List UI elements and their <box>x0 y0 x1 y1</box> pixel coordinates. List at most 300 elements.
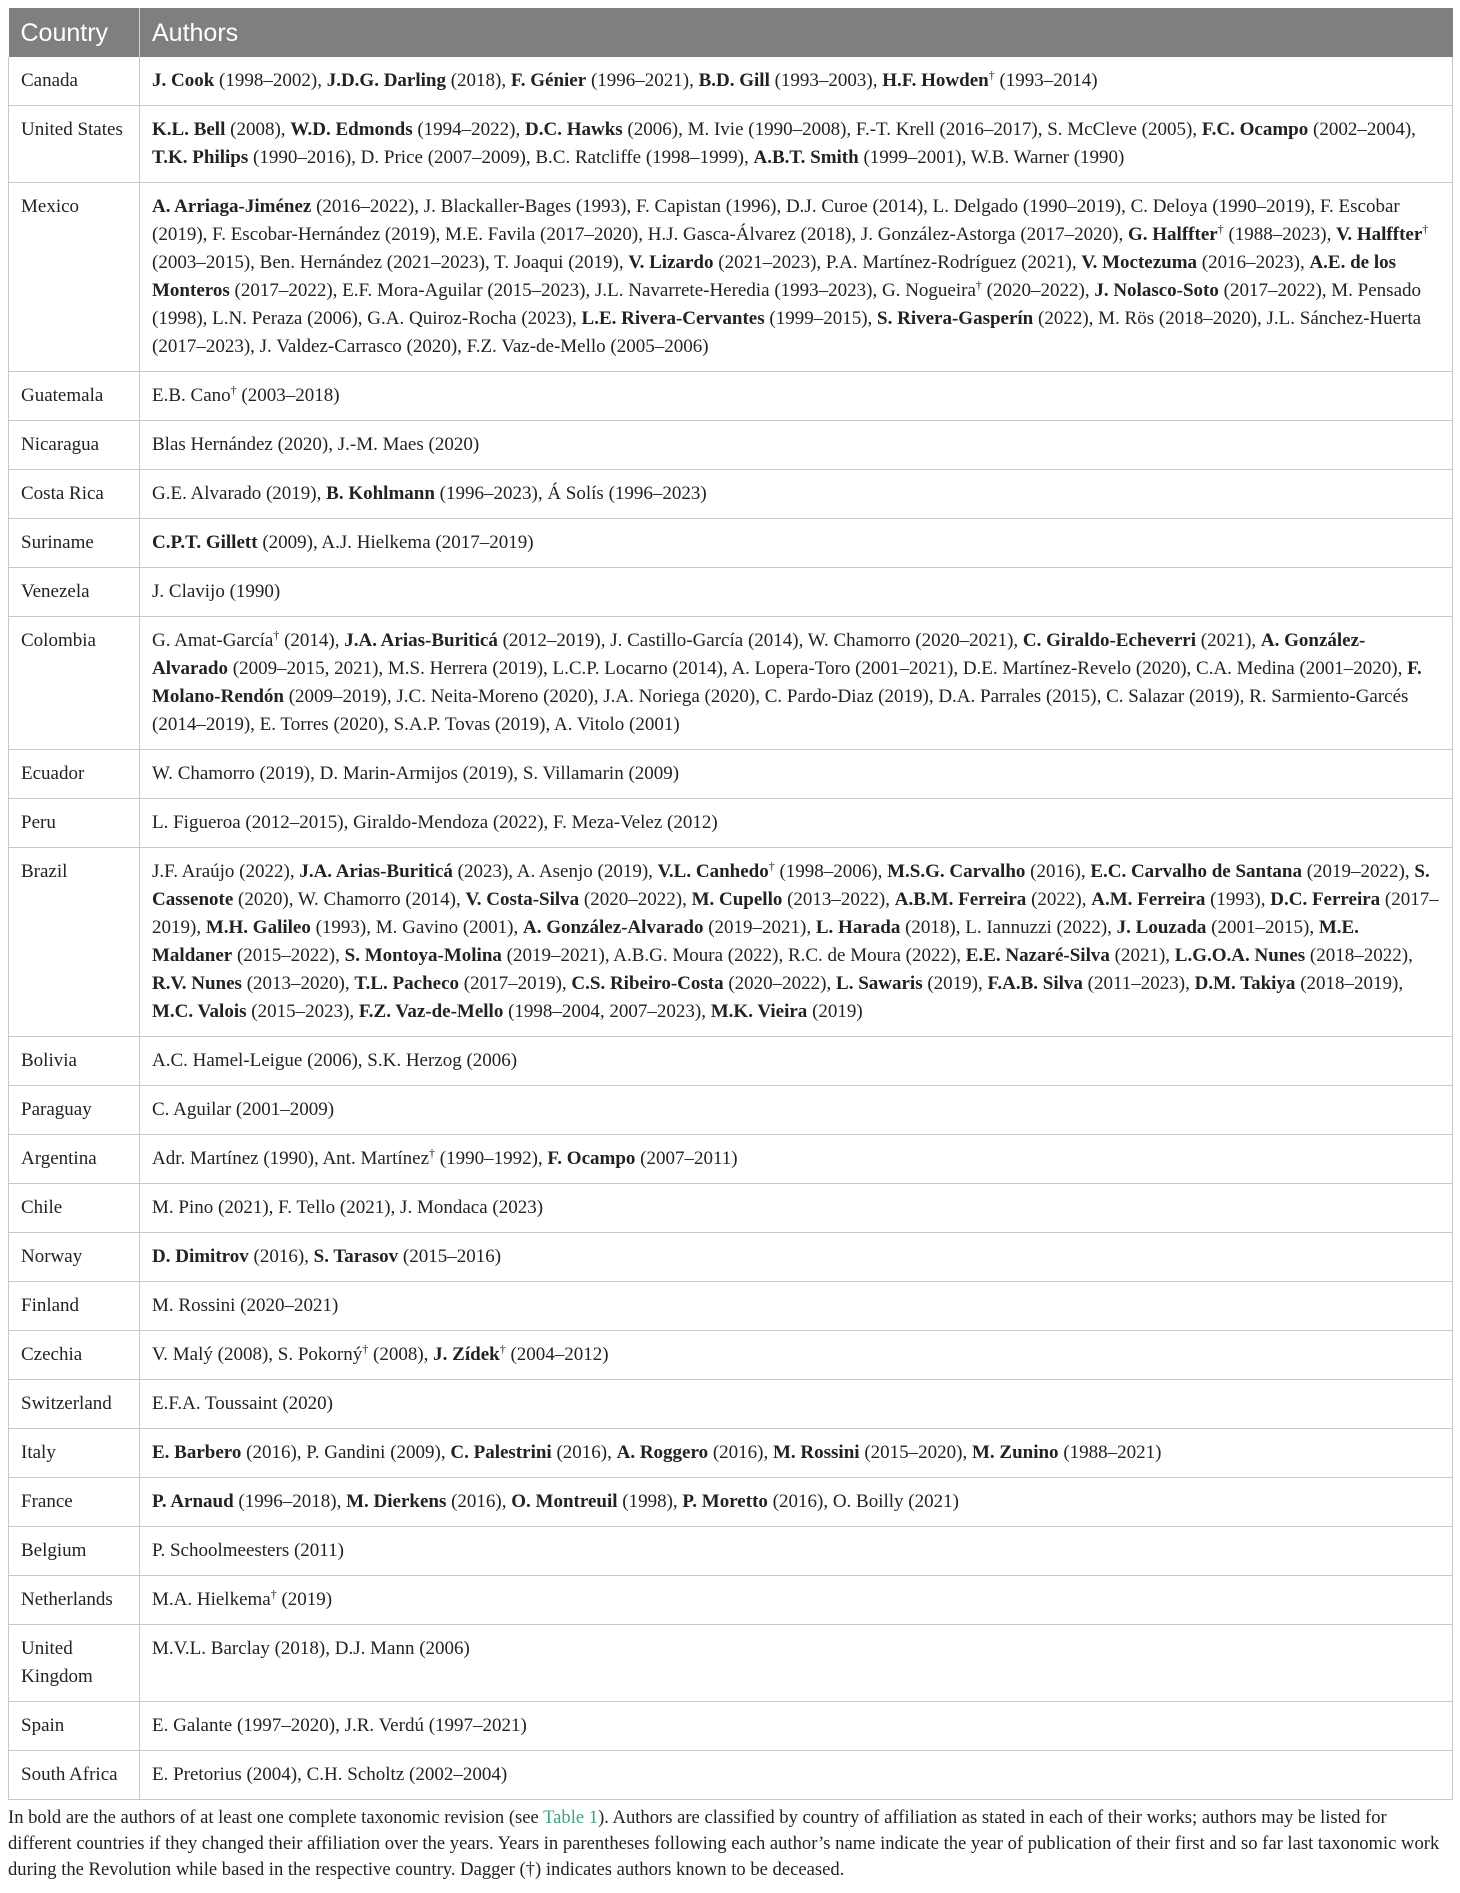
author-entry <box>1081 252 1300 273</box>
author-entry <box>617 1442 764 1463</box>
authors-cell: L. Figueroa (2012–2015), Giraldo-Mendoza (2022), F. Meza-Velez (2012) <box>140 799 1453 848</box>
author-years: (2001–2021) <box>855 658 954 679</box>
author-years: (2018) <box>450 70 502 91</box>
author-years: (1993–2003) <box>774 70 873 91</box>
author-years: (2002–2004) <box>1313 119 1412 140</box>
author-name: M. Ivie <box>687 119 744 140</box>
author-entry <box>658 861 878 882</box>
author-entry <box>152 630 335 651</box>
authors-cell: G.E. Alvarado (2019), B. Kohlmann (1996–2023), Á Solís (1996–2023) <box>140 470 1453 519</box>
author-name: F. Molano-Rendón <box>152 658 1422 707</box>
author-name: V. Moctezuma <box>1081 252 1198 273</box>
author-entry <box>424 196 627 217</box>
author-name: J. Valdez-Carrasco <box>259 336 402 357</box>
author-years: (2012–2015) <box>245 812 344 833</box>
author-years: (1999–2001) <box>863 147 962 168</box>
author-entry <box>1091 889 1261 910</box>
author-name: J. Nolasco-Soto <box>1094 280 1219 301</box>
author-entry <box>861 224 1119 245</box>
author-years: (2016) <box>451 1491 502 1512</box>
author-name: M. Pensado <box>1331 280 1422 301</box>
authors-cell: A.C. Hamel-Leigue (2006), S.K. Herzog (2006) <box>140 1037 1453 1086</box>
author-entry <box>260 252 485 273</box>
author-years: (1997–2021) <box>428 1715 527 1736</box>
author-entry <box>836 973 978 994</box>
author-entry <box>152 196 414 217</box>
author-name: A. Arriaga-Jiménez <box>152 196 312 217</box>
author-years: (2014) <box>747 630 799 651</box>
authors-cell: Adr. Martínez (1990), Ant. Martínez† (1990–1992), F. Ocampo (2007–2011) <box>140 1135 1453 1184</box>
author-name: F. Escobar <box>1320 196 1400 217</box>
author-name: M.C. Valois <box>152 1001 247 1022</box>
author-years: (2020) <box>406 336 458 357</box>
author-years: (2020–2021) <box>240 1295 339 1316</box>
table-row <box>9 750 1453 799</box>
author-name: J.L. Navarrete-Heredia <box>594 280 770 301</box>
author-name: P.A. Martínez-Rodríguez <box>825 252 1017 273</box>
author-entry <box>582 308 868 329</box>
author-name: C. Salazar <box>1106 686 1185 707</box>
author-name: P. Gandini <box>306 1442 386 1463</box>
author-years: (2022) <box>1038 308 1089 329</box>
author-name: J.A. Noriega <box>603 686 700 707</box>
author-name: J. González-Astorga <box>860 224 1016 245</box>
author-years: (2005–2006) <box>610 336 709 357</box>
author-name: M. Cupello <box>691 889 783 910</box>
author-name: G. Amat-García <box>152 630 274 651</box>
author-name: V. Malý <box>152 1344 213 1365</box>
author-entry <box>345 945 605 966</box>
author-name: G.A. Quiroz-Rocha <box>367 308 517 329</box>
author-name: S. Montoya-Molina <box>344 945 502 966</box>
author-entry <box>610 630 798 651</box>
country-cell: Nicaragua <box>9 421 140 470</box>
author-entry <box>152 1638 325 1659</box>
author-entry <box>212 308 358 329</box>
author-years: (2002–2004) <box>409 1764 508 1785</box>
author-years: (2001) <box>462 917 514 938</box>
author-years: (2021) <box>1114 945 1166 966</box>
author-years: (2022) <box>239 861 290 882</box>
author-years: (2022) <box>1056 917 1108 938</box>
dagger-mark: † <box>230 383 237 397</box>
author-entry <box>394 714 546 735</box>
author-years: (2006) <box>307 308 358 329</box>
author-name: L.G.O.A. Nunes <box>1174 945 1306 966</box>
author-years: (2021–2023) <box>386 252 485 273</box>
author-name: W.D. Edmonds <box>290 119 413 140</box>
table-row <box>9 372 1453 421</box>
author-years: (2021–2023) <box>718 252 817 273</box>
author-years: (1996) <box>725 196 777 217</box>
authors-cell: J. Cook (1998–2002), J.D.G. Darling (2018), F. Génier (1996–2021), B.D. Gill (1993–2003), H.F. Howden† (1993–2014) <box>140 57 1453 106</box>
author-years: (1990–2019) <box>1022 196 1122 217</box>
author-years: (2013–2022) <box>787 889 886 910</box>
authors-cell <box>140 1527 1453 1576</box>
authors-cell: J.F. Araújo (2022), J.A. Arias-Buriticá (2023), A. Asenjo (2019), V.L. Canhedo† (1998–2006), M.S.G. Carvalho (2016), E.C. Carvalho de Santana (2019–2022), S. Cassenote (2020), W. Chamorro (2014), V. Costa-Silva (2020–2022), M. Cupello (2013–2022), A.B.M. Ferreira (2022), A.M. Ferreira (1993), D.C. Ferreira (2017–2019), M.H. Galileo (1993), M. Gavino (2001), A. González-Alvarado (2019–2021), L. Harada (2018), L. Iannuzzi (2022), J. Louzada (2001–2015), M.E. Maldaner (2015–2022), S. Montoya-Molina (2019–2021), A.B.G. Moura (2022), R.C. de Moura (2022), E.E. Nazaré-Silva (2021), L.G.O.A. Nunes (2018–2022), R.V. Nunes (2013–2020), T.L. Pacheco (2017–2019), C.S. Ribeiro-Costa (2020–2022), L. Sawaris (2019), F.A.B. Silva (2011–2023), D.M. Takiya (2018–2019), M.C. Valois (2015–2023), F.Z. Vaz-de-Mello (1998–2004, 2007–2023), M.K. Vieira (2019) <box>140 848 1453 1037</box>
author-entry <box>699 70 873 91</box>
author-name: L.C.P. Locarno <box>552 658 668 679</box>
author-name: E. Galante <box>152 1715 233 1736</box>
author-entry <box>260 336 458 357</box>
author-entry <box>887 861 1081 882</box>
author-name: A. Vitolo <box>553 714 625 735</box>
author-years: (2020) <box>428 434 480 455</box>
table-row <box>9 568 1453 617</box>
author-years: (2018) <box>800 224 852 245</box>
author-entry <box>152 70 317 91</box>
author-years: (2022) <box>727 945 779 966</box>
dagger-mark: † <box>768 859 775 873</box>
authors-cell: W. Chamorro (2019), D. Marin-Armijos (2019), S. Villamarin (2009) <box>140 750 1453 799</box>
author-years: (2006) <box>307 1050 358 1071</box>
author-name: F. Ocampo <box>547 1148 636 1169</box>
author-name: C.A. Medina <box>1196 658 1295 679</box>
author-entry <box>972 1442 1162 1463</box>
author-years: (1993–2023) <box>774 280 873 301</box>
author-years: (2014) <box>405 889 456 910</box>
author-name: R.C. de Moura <box>787 945 901 966</box>
author-entry <box>688 119 847 140</box>
table-header <box>9 8 1453 57</box>
table-row <box>9 57 1453 106</box>
authors-cell: V. Malý (2008), S. Pokorný† (2008), J. Zídek† (2004–2012) <box>140 1331 1453 1380</box>
country-cell: France <box>9 1478 140 1527</box>
author-name: F. Meza-Velez <box>553 812 663 833</box>
author-years: (2011) <box>293 1540 344 1561</box>
author-name: Giraldo-Mendoza <box>353 812 489 833</box>
author-entry <box>359 1001 701 1022</box>
author-name: J. Cook <box>152 70 215 91</box>
author-years: (2016) <box>246 1442 297 1463</box>
author-name: L. Harada <box>815 917 901 938</box>
author-years: (2015–2020) <box>864 1442 963 1463</box>
author-years: (1993) <box>575 196 627 217</box>
author-name: F. Génier <box>510 70 587 91</box>
author-entry <box>933 196 1121 217</box>
author-entry <box>361 147 526 168</box>
country-cell: Ecuador <box>9 750 140 799</box>
author-name: M. Pino <box>152 1197 214 1218</box>
author-name: L.N. Peraza <box>212 308 303 329</box>
authors-cell: Blas Hernández (2020), J.-M. Maes (2020) <box>140 421 1453 470</box>
author-entry <box>152 1001 349 1022</box>
author-entry <box>152 581 280 602</box>
author-years: (2018–2020) <box>1158 308 1258 329</box>
dagger-mark: † <box>273 628 280 642</box>
author-name: G. Halffter <box>1128 224 1218 245</box>
author-years: (2003–2015) <box>152 252 251 273</box>
author-name: O. Montreuil <box>511 1491 618 1512</box>
author-years: (2019–2021) <box>506 945 605 966</box>
author-years: (1998–2006) <box>779 861 878 882</box>
table-row <box>9 1751 1453 1800</box>
author-years: (2018) <box>274 1638 326 1659</box>
author-entry <box>882 70 1097 91</box>
author-name: E. Barbero <box>152 1442 242 1463</box>
author-years: (1990) <box>1073 147 1125 168</box>
author-years: (2008) <box>230 119 281 140</box>
author-years: (2015–2016) <box>402 1246 502 1267</box>
author-name: A.B.T. Smith <box>753 147 859 168</box>
author-name: D.A. Parrales <box>938 686 1042 707</box>
dagger-mark: † <box>499 1342 506 1356</box>
author-years: (2017–2020) <box>540 224 639 245</box>
author-years: (2001) <box>629 714 680 735</box>
author-years: (1997–2020) <box>236 1715 336 1736</box>
author-name: E.B. Cano <box>152 385 231 406</box>
author-years: (1990) <box>263 1148 314 1169</box>
author-entry <box>692 889 886 910</box>
author-entry <box>290 119 515 140</box>
author-years: (2014) <box>672 658 723 679</box>
author-name: Ant. Martínez <box>322 1148 430 1169</box>
author-entry <box>396 686 593 707</box>
author-years: (2019–2022) <box>1306 861 1405 882</box>
author-name: F. Tello <box>278 1197 336 1218</box>
author-entry <box>433 1344 608 1365</box>
author-entry <box>152 1197 269 1218</box>
author-name: M. Rossini <box>152 1295 236 1316</box>
author-years: (2003–2018) <box>241 385 340 406</box>
country-cell: Finland <box>9 1282 140 1331</box>
author-name: A. Lopera-Toro <box>731 658 851 679</box>
author-name: J.A. Arias-Buriticá <box>299 861 453 882</box>
author-name: J. Zídek <box>433 1344 500 1365</box>
author-name: A. Asenjo <box>516 861 593 882</box>
author-years: (1988–2021) <box>1063 1442 1162 1463</box>
author-years: (2014) <box>284 630 335 651</box>
author-name: Blas Hernández <box>152 434 273 455</box>
authors-cell: P. Arnaud (1996–2018), M. Dierkens (2016), O. Montreuil (1998), P. Moretto (2016), O. Boilly (2021) <box>140 1478 1453 1527</box>
author-years: (1998–2004, 2007–2023) <box>508 1001 702 1022</box>
author-name: H.J. Gasca-Álvarez <box>647 224 796 245</box>
author-name: O. Boilly <box>832 1491 904 1512</box>
author-name: C.H. Scholtz <box>306 1764 405 1785</box>
author-entry <box>1098 308 1257 329</box>
country-cell: Peru <box>9 799 140 848</box>
author-entry <box>152 1715 335 1736</box>
author-years: (1990–1992) <box>439 1148 538 1169</box>
author-name: M. Rossini <box>772 1442 860 1463</box>
author-name: S. Villamarin <box>522 763 624 784</box>
author-entry <box>816 917 956 938</box>
author-entry <box>152 434 328 455</box>
author-years: (2021) <box>1200 630 1252 651</box>
author-name: D.J. Mann <box>334 1638 415 1659</box>
country-cell: Paraguay <box>9 1086 140 1135</box>
author-name: M.V.L. Barclay <box>152 1638 270 1659</box>
author-entry <box>765 686 929 707</box>
authors-cell: M. Pino (2021), F. Tello (2021), J. Mondaca (2023) <box>140 1184 1453 1233</box>
author-years: (1990) <box>229 581 281 602</box>
table-row <box>9 799 1453 848</box>
table-row <box>9 1380 1453 1429</box>
author-years: (2020–2022) <box>986 280 1085 301</box>
author-years: (2016) <box>712 1442 764 1463</box>
author-years: (2019) <box>568 252 619 273</box>
author-entry <box>971 147 1125 168</box>
author-years: (1998–1999) <box>645 147 744 168</box>
author-entry <box>963 658 1187 679</box>
author-name: M.S. Herrera <box>387 658 488 679</box>
author-entry <box>613 945 778 966</box>
country-cell: United Kingdom <box>9 1625 140 1702</box>
author-name: A.E. de los Monteros <box>152 252 1397 301</box>
author-name: D.M. Takiya <box>1194 973 1296 994</box>
author-entry <box>554 714 680 735</box>
author-entry <box>152 1393 333 1414</box>
author-years: (2004) <box>246 1764 298 1785</box>
author-entry <box>321 532 533 553</box>
country-cell: United States <box>9 106 140 183</box>
author-entry <box>376 917 514 938</box>
author-years: (2006) <box>419 1638 470 1659</box>
author-name: J. Castillo-García <box>610 630 744 651</box>
author-name: D. Price <box>360 147 423 168</box>
author-years: (2006) <box>466 1050 518 1071</box>
table-row <box>9 1527 1453 1576</box>
author-entry <box>808 630 1014 651</box>
table-row <box>9 1625 1453 1702</box>
author-years: (2016–2017) <box>939 119 1038 140</box>
table-row <box>9 519 1453 568</box>
author-name: J. Clavijo <box>152 581 225 602</box>
author-entry <box>152 973 345 994</box>
authors-cell: G. Amat-García† (2014), J.A. Arias-Buriticá (2012–2019), J. Castillo-García (2014), W. Chamorro (2020–2021), C. Giraldo-Echeverri (2021), A. González-Alvarado (2009–2015, 2021), M.S. Herrera (2019), L.C.P. Locarno (2014), A. Lopera-Toro (2001–2021), D.E. Martínez-Revelo (2020), C.A. Medina (2001–2020), F. Molano-Rendón (2009–2019), J.C. Neita-Moreno (2020), J.A. Noriega (2020), C. Pardo-Diaz (2019), D.A. Parrales (2015), C. Salazar (2019), R. Sarmiento-Garcés (2014–2019), E. Torres (2020), S.A.P. Tovas (2019), A. Vitolo (2001) <box>140 617 1453 750</box>
author-years: (1994–2022) <box>417 119 516 140</box>
authors-cell <box>140 372 1453 421</box>
table-row <box>9 1233 1453 1282</box>
author-years: (2019) <box>494 714 546 735</box>
author-years: (1996–2018) <box>238 1491 337 1512</box>
author-name: B. Kohlmann <box>326 483 435 504</box>
author-name: M. Zunino <box>971 1442 1059 1463</box>
author-years: (2016–2022) <box>316 196 415 217</box>
author-name: L. Delgado <box>932 196 1019 217</box>
author-years: (2020) <box>282 1393 333 1414</box>
author-name: H.F. Howden <box>882 70 989 91</box>
author-years: (2020–2022) <box>583 889 683 910</box>
author-years: (2020–2021) <box>915 630 1014 651</box>
author-years: (2020) <box>704 686 756 707</box>
author-entry <box>314 1246 501 1267</box>
dagger-mark: † <box>988 68 995 82</box>
author-entry <box>278 1344 424 1365</box>
author-years: (2001–2020) <box>1299 658 1398 679</box>
author-entry <box>1106 686 1239 707</box>
author-years: (2020) <box>1135 658 1187 679</box>
authors-cell: C.P.T. Gillett (2009), A.J. Hielkema (2017–2019) <box>140 519 1453 568</box>
authors-cell <box>140 568 1453 617</box>
author-entry <box>367 1050 517 1071</box>
author-years: (2021) <box>339 1197 391 1218</box>
author-name: D. Marin-Armijos <box>319 763 458 784</box>
table-body <box>9 57 1453 1800</box>
author-years: (2021) <box>908 1491 959 1512</box>
author-name: M. Gavino <box>375 917 459 938</box>
author-name: G. Nogueira <box>881 280 976 301</box>
author-years: (1998–2002) <box>219 70 318 91</box>
authors-cell <box>140 1282 1453 1331</box>
author-name: A. González-Alvarado <box>152 630 1366 679</box>
author-years: (1996–2021) <box>590 70 690 91</box>
author-entry <box>467 336 709 357</box>
author-years: (2017–2019) <box>152 889 1439 938</box>
author-entry <box>450 1442 607 1463</box>
country-cell: Bolivia <box>9 1037 140 1086</box>
author-entry <box>152 763 310 784</box>
table-1-link[interactable]: Table 1 <box>543 1807 599 1828</box>
author-years: (2022) <box>1031 889 1082 910</box>
author-years: (2020) <box>333 714 385 735</box>
author-entry <box>525 119 678 140</box>
author-entry <box>856 119 1038 140</box>
author-entry <box>298 889 456 910</box>
dagger-mark: † <box>1217 222 1224 236</box>
author-years: (2009) <box>628 763 680 784</box>
author-years: (2005) <box>1141 119 1193 140</box>
author-name: J.R. Verdú <box>344 1715 424 1736</box>
author-name: T.L. Pacheco <box>354 973 460 994</box>
author-years: (2019) <box>492 658 544 679</box>
author-entry <box>833 1491 959 1512</box>
author-entry <box>152 483 317 504</box>
author-years: (2016) <box>1030 861 1081 882</box>
author-name: E. Pretorius <box>152 1764 242 1785</box>
author-entry <box>344 630 600 651</box>
table-row <box>9 421 1453 470</box>
author-entry <box>1117 917 1310 938</box>
author-name: A. González-Alvarado <box>522 917 704 938</box>
author-entry <box>523 917 806 938</box>
author-years: (2011–2023) <box>1087 973 1186 994</box>
table-row <box>9 1282 1453 1331</box>
author-entry <box>788 945 956 966</box>
author-years: (2001–2015) <box>1211 917 1310 938</box>
authors-cell <box>140 1576 1453 1625</box>
authors-cell: E. Galante (1997–2020), J.R. Verdú (1997–2021) <box>140 1702 1453 1751</box>
author-years: (2001–2009) <box>235 1099 335 1120</box>
table-footnote <box>8 1800 1452 1883</box>
author-entry <box>342 280 585 301</box>
author-years: (2017–2022) <box>1223 280 1322 301</box>
authors-cell: D. Dimitrov (2016), S. Tarasov (2015–2016) <box>140 1233 1453 1282</box>
author-name: W.B. Warner <box>970 147 1069 168</box>
author-years: (1996–2023) <box>439 483 538 504</box>
author-entry <box>466 889 683 910</box>
author-years: (2019) <box>927 973 978 994</box>
dagger-mark: † <box>975 278 982 292</box>
country-cell: Netherlands <box>9 1576 140 1625</box>
author-entry <box>603 686 755 707</box>
author-entry <box>152 861 290 882</box>
author-years: (1993–2014) <box>999 70 1098 91</box>
country-cell: Czechia <box>9 1331 140 1380</box>
author-entry <box>628 252 816 273</box>
author-entry <box>353 812 543 833</box>
authors-cell: E. Barbero (2016), P. Gandini (2009), C. Palestrini (2016), A. Roggero (2016), M. Rossini (2015–2020), M. Zunino (1988–2021) <box>140 1429 1453 1478</box>
country-cell: Costa Rica <box>9 470 140 519</box>
author-years: (2021) <box>218 1197 269 1218</box>
author-name: C. Aguilar <box>152 1099 232 1120</box>
author-years: (1990–2019) <box>1212 196 1311 217</box>
author-name: C. Giraldo-Echeverri <box>1022 630 1196 651</box>
author-years: (1990–2016) <box>253 147 352 168</box>
header-authors: Authors <box>140 8 1453 57</box>
author-entry <box>354 973 562 994</box>
author-name: A.J. Hielkema <box>321 532 431 553</box>
